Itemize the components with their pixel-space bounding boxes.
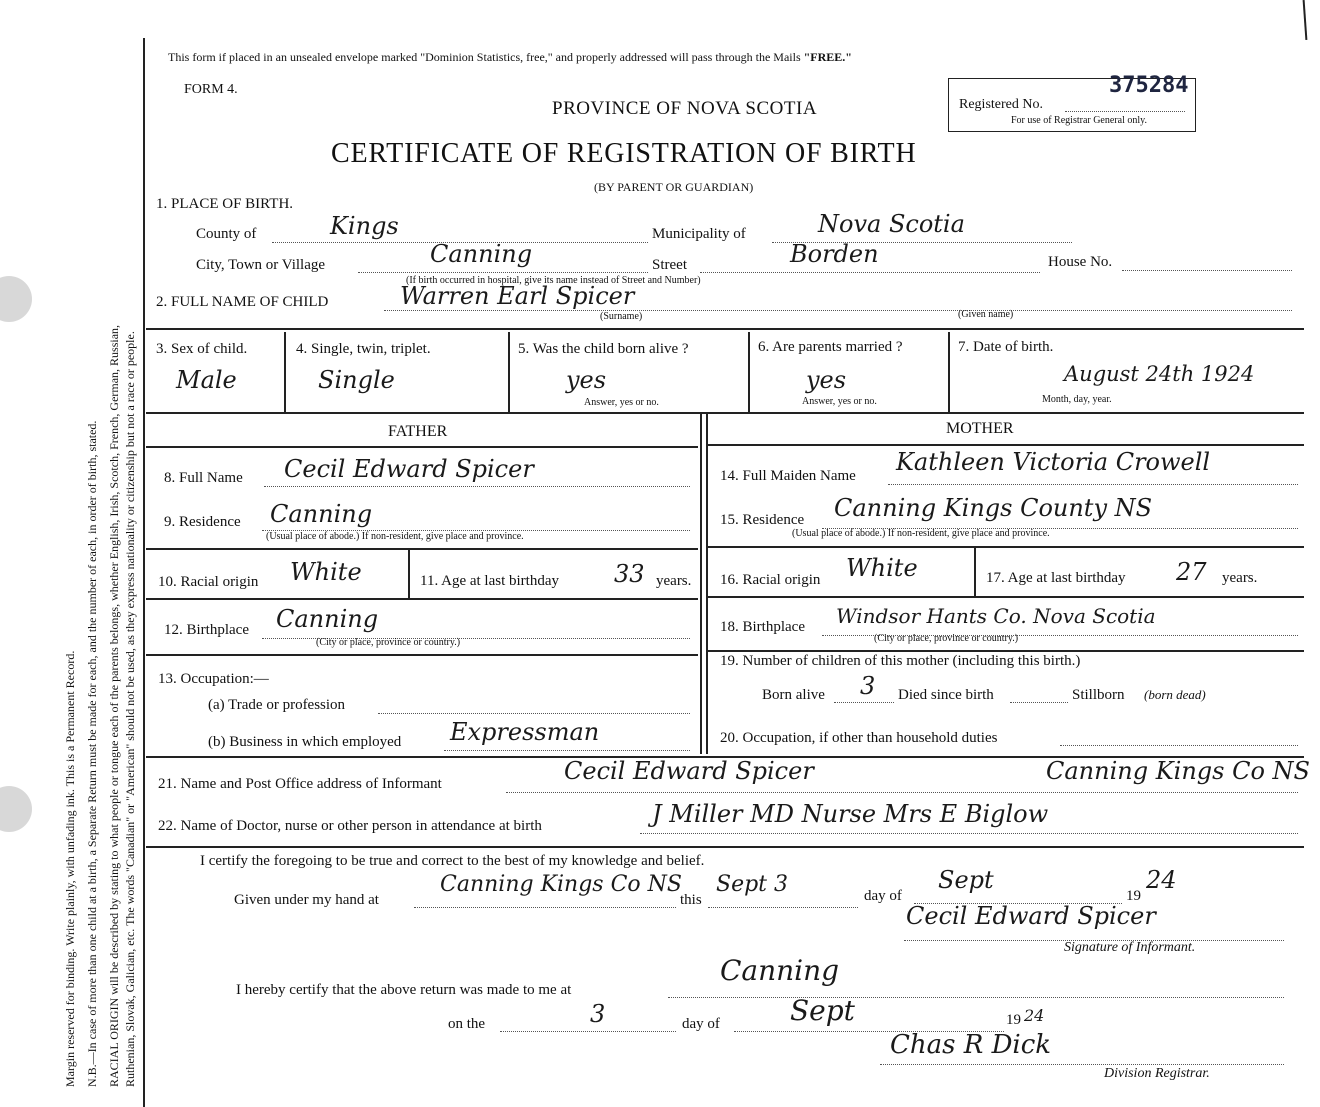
- form-left-border: [143, 38, 145, 1107]
- registrar-on-the-label: on the: [448, 1016, 486, 1032]
- father-birthplace-value: Canning: [276, 605, 379, 633]
- given-under-label: Given under my hand at: [234, 892, 379, 908]
- given-place-value: Canning Kings Co NS: [440, 872, 682, 897]
- informant-name-value: Cecil Edward Spicer: [564, 757, 814, 785]
- mother-residence-label: 15. Residence: [720, 512, 805, 528]
- form-number: FORM 4.: [184, 82, 238, 97]
- mother-occupation-label: 20. Occupation, if other than household duties: [720, 730, 998, 746]
- father-heading: FATHER: [388, 423, 448, 440]
- sex-label: 3. Sex of child.: [156, 341, 248, 357]
- plural-value: Single: [318, 366, 395, 394]
- city-label: City, Town or Village: [196, 257, 326, 273]
- born-alive-count-label: Born alive: [762, 687, 825, 703]
- registrar-month-value: Sept: [790, 994, 855, 1027]
- informant-signature-label: Signature of Informant.: [1064, 940, 1196, 955]
- attendant-value: J Miller MD Nurse Mrs E Biglow: [652, 800, 1049, 828]
- child-name-label: 2. FULL NAME OF CHILD: [156, 294, 329, 310]
- father-race-label: 10. Racial origin: [158, 574, 259, 590]
- form-right-border: [1303, 0, 1307, 40]
- hospital-note: (If birth occurred in hospital, give its name instead of Street and Number): [406, 275, 701, 286]
- mother-children-label: 19. Number of children of this mother (including this birth.): [720, 653, 1081, 669]
- surname-note: (Surname): [600, 311, 643, 322]
- mail-notice: [168, 50, 852, 65]
- father-residence-note: (Usual place of abode.) If non-resident, give place and province.: [266, 531, 524, 542]
- county-label: County of: [196, 226, 257, 242]
- informant-signature: Cecil Edward Spicer: [906, 902, 1156, 930]
- father-residence-value: Canning: [270, 500, 373, 528]
- stillborn-label: Stillborn: [1072, 687, 1125, 703]
- mother-race-value: White: [846, 554, 918, 582]
- father-age-years: years.: [656, 573, 692, 589]
- attendant-label: 22. Name of Doctor, nurse or other person in attendance at birth: [158, 818, 542, 834]
- registrar-year-prefix: 19: [1006, 1012, 1021, 1028]
- dob-label: 7. Date of birth.: [958, 339, 1054, 355]
- mother-age-value: 27: [1176, 558, 1207, 586]
- registered-note: For use of Registrar General only.: [1011, 115, 1147, 126]
- municipality-value: Nova Scotia: [818, 210, 965, 238]
- father-age-label: 11. Age at last birthday: [420, 573, 559, 589]
- registrar-day-value: 3: [590, 1000, 606, 1028]
- mother-age-label: 17. Age at last birthday: [986, 570, 1126, 586]
- registrar-day-of-label: day of: [682, 1016, 720, 1032]
- father-business-value: Expressman: [450, 718, 600, 746]
- mother-name-value: Kathleen Victoria Crowell: [896, 448, 1211, 476]
- father-residence-label: 9. Residence: [164, 514, 241, 530]
- cert-year-value: 24: [1146, 866, 1177, 894]
- registrar-place-value: Canning: [720, 954, 840, 987]
- born-alive-label: 5. Was the child born alive ?: [518, 341, 689, 357]
- parents-married-value: yes: [806, 366, 847, 394]
- father-race-value: White: [290, 558, 362, 586]
- this-label: this: [680, 892, 702, 908]
- mother-race-label: 16. Racial origin: [720, 572, 821, 588]
- dob-note: Month, day, year.: [1042, 394, 1112, 405]
- registered-label: Registered No.: [959, 97, 1043, 112]
- margin-racial-origin-note: RACIAL ORIGIN will be described by stating to what people or tongue each of the parents belongs, whether English, Irish, Scotch, French, German, Russian,: [107, 324, 121, 1087]
- mail-notice-text: This form if placed in an unsealed envelope marked "Dominion Statistics, free," and properly addressed will pass through the Mails: [168, 50, 804, 64]
- cert-year-prefix: 19: [1126, 888, 1141, 904]
- registrar-year-value: 24: [1024, 1006, 1045, 1025]
- registered-box: [948, 73, 1196, 132]
- father-business-label: (b) Business in which employed: [208, 734, 402, 750]
- father-birthplace-note: (City or place, province or country.): [316, 637, 461, 648]
- county-value: Kings: [330, 212, 399, 240]
- parents-married-label: 6. Are parents married ?: [758, 339, 903, 355]
- mother-name-label: 14. Full Maiden Name: [720, 468, 856, 484]
- father-occupation-label: 13. Occupation:—: [158, 671, 269, 687]
- house-number-label: House No.: [1048, 254, 1113, 270]
- margin-multiple-births-note: N.B.—In case of more than one child at a birth, a Separate Return must be made for each, and the number of each, in order of birth, stated.: [85, 420, 99, 1087]
- city-value: Canning: [430, 240, 533, 268]
- given-name-note: (Given name): [958, 309, 1014, 320]
- born-alive-value: yes: [566, 366, 607, 394]
- binding-hole: [0, 786, 32, 832]
- this-value: Sept 3: [716, 872, 789, 897]
- informant-address-value: Canning Kings Co NS: [1046, 757, 1310, 785]
- mother-age-years: years.: [1222, 570, 1258, 586]
- street-value: Borden: [790, 240, 879, 268]
- sex-value: Male: [176, 366, 237, 394]
- binding-hole: [0, 276, 32, 322]
- margin-binding-note: Margin reserved for binding. Write plainly, with unfading ink. This is a Permanent Record.: [63, 650, 77, 1087]
- born-alive-count-value: 3: [860, 672, 876, 700]
- place-of-birth-label: 1. PLACE OF BIRTH.: [156, 196, 294, 212]
- cert-month-value: Sept: [938, 866, 994, 894]
- father-age-value: 33: [614, 560, 645, 588]
- municipality-label: Municipality of: [652, 226, 746, 242]
- dob-value: August 24th 1924: [1064, 362, 1255, 386]
- father-birthplace-label: 12. Birthplace: [164, 622, 249, 638]
- born-alive-note: Answer, yes or no.: [584, 397, 659, 408]
- informant-label: 21. Name and Post Office address of Informant: [158, 776, 442, 792]
- mother-birthplace-note: (City or place, province or country.): [874, 633, 1019, 644]
- plural-label: 4. Single, twin, triplet.: [296, 341, 431, 357]
- page-title: CERTIFICATE OF REGISTRATION OF BIRTH: [331, 138, 917, 169]
- mother-birthplace-label: 18. Birthplace: [720, 619, 805, 635]
- father-name-label: 8. Full Name: [164, 470, 243, 486]
- registrar-signature: Chas R Dick: [890, 1030, 1052, 1060]
- mother-heading: MOTHER: [946, 420, 1014, 437]
- certify-statement: I certify the foregoing to be true and correct to the best of my knowledge and belief.: [200, 853, 705, 869]
- died-since-birth-label: Died since birth: [898, 687, 994, 703]
- parents-married-note: Answer, yes or no.: [802, 396, 877, 407]
- father-name-value: Cecil Edward Spicer: [284, 455, 534, 483]
- province-heading: PROVINCE OF NOVA SCOTIA: [552, 98, 818, 119]
- registrar-statement: I hereby certify that the above return was made to me at: [236, 982, 572, 998]
- margin-racial-origin-note-2: Ruthenian, Slovak, Galician, etc. The words "Canadian" or "American" should not be used, as they express nationality or citizenship but not a race or people.: [123, 331, 137, 1087]
- father-trade-label: (a) Trade or profession: [208, 697, 346, 713]
- registrar-signature-label: Division Registrar.: [1104, 1066, 1210, 1081]
- mother-birthplace-value: Windsor Hants Co. Nova Scotia: [836, 604, 1156, 628]
- mail-notice-free: "FREE.": [803, 50, 852, 64]
- child-name-value: Warren Earl Spicer: [400, 282, 635, 310]
- registered-number: 375284: [1109, 73, 1189, 98]
- mother-residence-note: (Usual place of abode.) If non-resident, give place and province.: [792, 528, 1050, 539]
- page-subtitle: (BY PARENT OR GUARDIAN): [594, 180, 754, 194]
- street-label: Street: [652, 257, 687, 273]
- mother-residence-value: Canning Kings County NS: [834, 494, 1153, 522]
- cert-day-of-label: day of: [864, 888, 902, 904]
- stillborn-note: (born dead): [1144, 687, 1206, 702]
